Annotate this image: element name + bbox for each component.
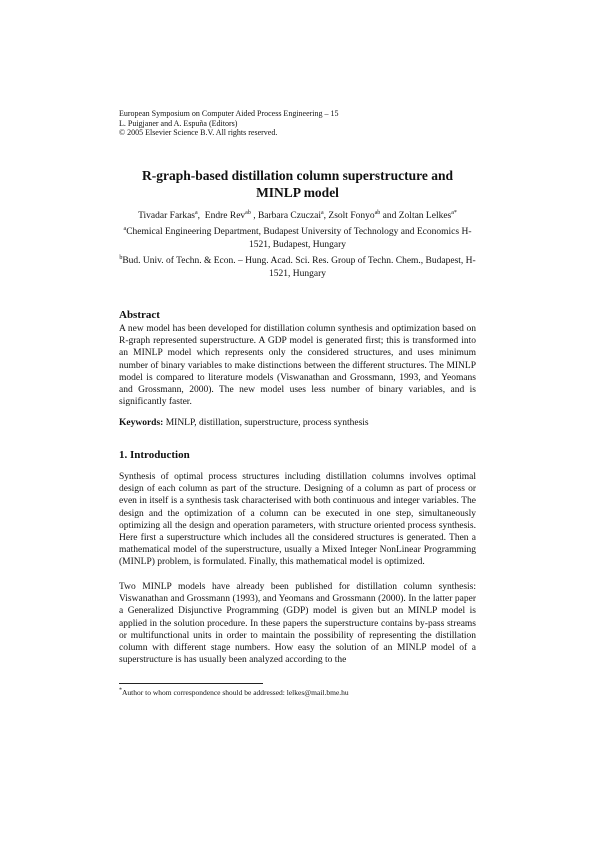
author-sup: a: [195, 209, 198, 216]
footnote-marker: *: [119, 687, 122, 694]
keywords-text: MINLP, distillation, superstructure, process synthesis: [163, 418, 369, 428]
footnote: [119, 688, 349, 697]
author-name: Endre Rev: [204, 211, 246, 221]
header-line-2: L. Puigjaner and A. Espuña (Editors): [119, 118, 238, 128]
affiliation-text: Chemical Engineering Department, Budapest University of Technology and Economics H-1521, Budapest, Hungary: [126, 227, 472, 250]
author-sep: ,: [323, 211, 329, 221]
author-sup: ab: [374, 209, 381, 216]
footnote-text: Author to whom correspondence should be addressed: lelkes@mail.bme.hu: [122, 688, 349, 697]
affiliation-b: [119, 255, 476, 280]
paper-title: [100, 167, 495, 201]
introduction-paragraph-1: Synthesis of optimal process structures including distillation columns involves optimal design of each column as part of the structure. Designing of a column as part of process or even in itself is a synthesis task characterised with both continuous and integer variables. The design and the optimization of a column can be executed in one step, simultaneously optimizing all the design and operation parameters, with structure oriented process synthesis. Here first a superstructure which includes all the considered structures is generated. Then a mathematical model of the superstructure, usually a Mixed Integer NonLinear Programming (MINLP) problem, is formulated. Finally, this mathematical model is optimized.: [119, 472, 476, 568]
keywords-label: Keywords:: [119, 418, 164, 428]
affiliation-text: Bud. Univ. of Techn. & Econ. – Hung. Acad. Sci. Res. Group of Techn. Chem., Budapest, H-1521, Hungary: [122, 256, 476, 279]
affiliation-sup: a: [123, 225, 127, 232]
author-sep: and: [380, 211, 399, 221]
keywords-line: [119, 418, 369, 428]
abstract-heading: Abstract: [119, 309, 160, 321]
author-sep: ,: [250, 211, 258, 221]
affiliation-sup: b: [119, 254, 123, 261]
author-name: Zsolt Fonyo: [328, 211, 375, 221]
author-name: Zoltan Lelkes: [398, 211, 452, 221]
header-line-3: © 2005 Elsevier Science B.V. All rights reserved.: [119, 128, 278, 137]
author-list: [100, 210, 495, 222]
author-sup: ab: [245, 209, 251, 216]
affiliation-a: [119, 226, 476, 251]
author-name: Barbara Czuczai: [257, 211, 321, 221]
introduction-paragraph-2: Two MINLP models have already been published for distillation column synthesis: Viswanathan and Grossmann (1993), and Yeomans and Grossmann (2000). In the latter paper a Generalized Disjunctive Programming (GDP) model is given but an MINLP model is applied in the solution procedure. In these papers the superstructure contains by-pass streams or multifunctional units in order to maintain the possibility of representing the distillation column with different stage numbers. How easy the solution of an MINLP model of a superstructure is has usually been analyzed according to the: [119, 582, 476, 666]
author-sep: ,: [197, 211, 205, 221]
header-line-1: European Symposium on Computer Aided Process Engineering – 15: [119, 109, 339, 118]
proceedings-header: [119, 109, 339, 138]
title-line-2: MINLP model: [256, 185, 339, 200]
title-line-1: R-graph-based distillation column superstructure and: [141, 168, 454, 183]
introduction-heading: 1. Introduction: [119, 449, 190, 461]
author-sup: a: [321, 209, 324, 216]
author-name: Tivadar Farkas: [138, 211, 195, 221]
author-sup: a*: [451, 209, 457, 216]
footnote-divider: [119, 683, 263, 684]
abstract-text: A new model has been developed for distillation column synthesis and optimization based on R-graph represented superstructure. A GDP model is generated first; this is transformed into an MINLP model which represents only the considered structures, and uses minimum number of binary variables to make distinctions between the different structures. The MINLP model is compared to literature models (Viswanathan and Grossmann, 1993, and Yeomans and Grossmann, 2000). The new model uses less number of binary variables, and is significantly faster.: [119, 324, 476, 408]
